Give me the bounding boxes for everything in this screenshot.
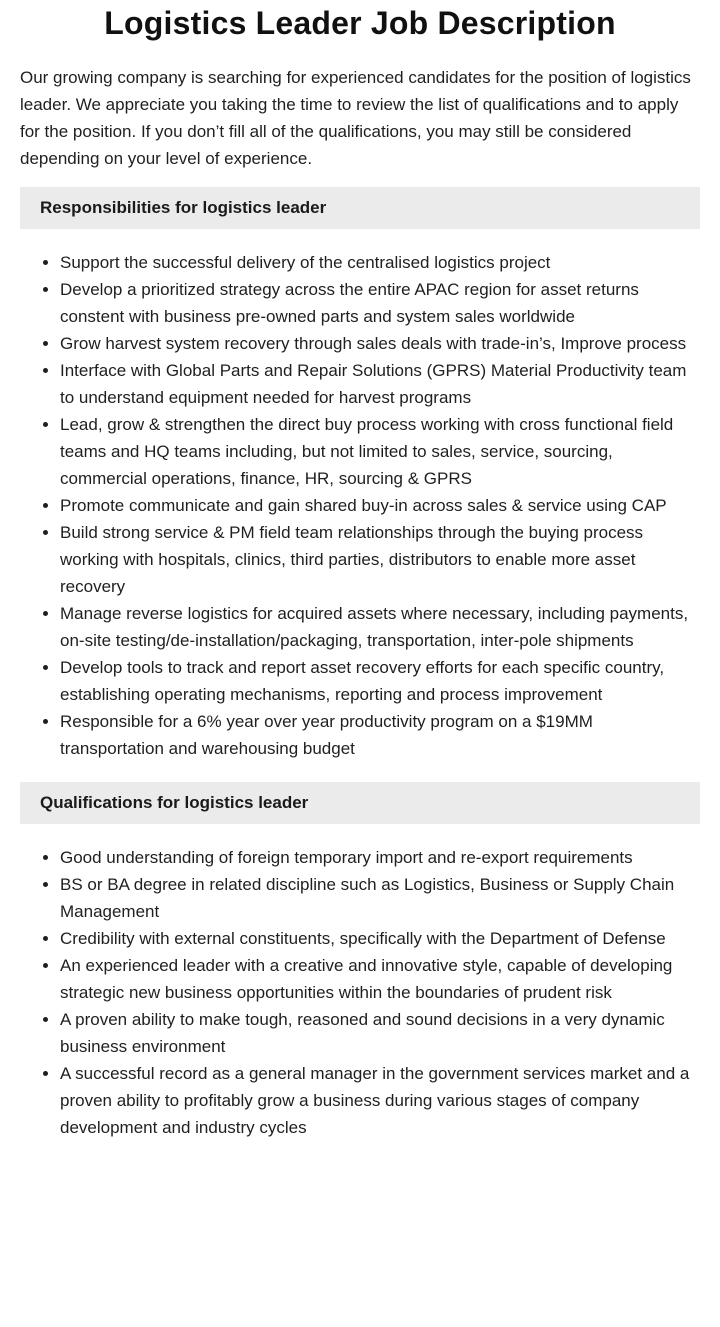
list-item: BS or BA degree in related discipline such as Logistics, Business or Supply Chain Management (60, 871, 700, 925)
list-item: Interface with Global Parts and Repair Solutions (GPRS) Material Productivity team to understand equipment needed for harvest programs (60, 357, 700, 411)
list-item: Build strong service & PM field team relationships through the buying process working with hospitals, clinics, third parties, distributors to enable more asset recovery (60, 519, 700, 600)
list-item: Develop tools to track and report asset recovery efforts for each specific country, establishing operating mechanisms, reporting and process improvement (60, 654, 700, 708)
list-item: A proven ability to make tough, reasoned and sound decisions in a very dynamic business environment (60, 1006, 700, 1060)
list-item: An experienced leader with a creative and innovative style, capable of developing strategic new business opportunities within the boundaries of prudent risk (60, 952, 700, 1006)
responsibilities-header: Responsibilities for logistics leader (20, 187, 700, 229)
list-item: Responsible for a 6% year over year productivity program on a $19MM transportation and warehousing budget (60, 708, 700, 762)
list-item: Promote communicate and gain shared buy-in across sales & service using CAP (60, 492, 700, 519)
list-item: Credibility with external constituents, specifically with the Department of Defense (60, 925, 700, 952)
intro-paragraph: Our growing company is searching for experienced candidates for the position of logistics leader. We appreciate you taking the time to review the list of qualifications and to apply for the position. If you don’t fill all of the qualifications, you may still be considered depending on your level of experience. (20, 68, 691, 168)
qualifications-header: Qualifications for logistics leader (20, 782, 700, 824)
list-item: Grow harvest system recovery through sales deals with trade-in’s, Improve process (60, 330, 700, 357)
list-item: Support the successful delivery of the centralised logistics project (60, 249, 700, 276)
list-item: A successful record as a general manager in the government services market and a proven ability to profitably grow a business during various stages of company development and industry cycles (60, 1060, 700, 1141)
list-item: Manage reverse logistics for acquired assets where necessary, including payments, on-site testing/de-installation/packaging, transportation, inter-pole shipments (60, 600, 700, 654)
list-item: Develop a prioritized strategy across the entire APAC region for asset returns constent with business pre-owned parts and system sales worldwide (60, 276, 700, 330)
list-item: Good understanding of foreign temporary import and re-export requirements (60, 844, 700, 871)
list-item: Lead, grow & strengthen the direct buy process working with cross functional field teams and HQ teams including, but not limited to sales, service, sourcing, commercial operations, finance, HR, sourcing & GPRS (60, 411, 700, 492)
page-title: Logistics Leader Job Description (104, 5, 616, 41)
qualifications-list (20, 844, 700, 1141)
responsibilities-list (20, 249, 700, 762)
